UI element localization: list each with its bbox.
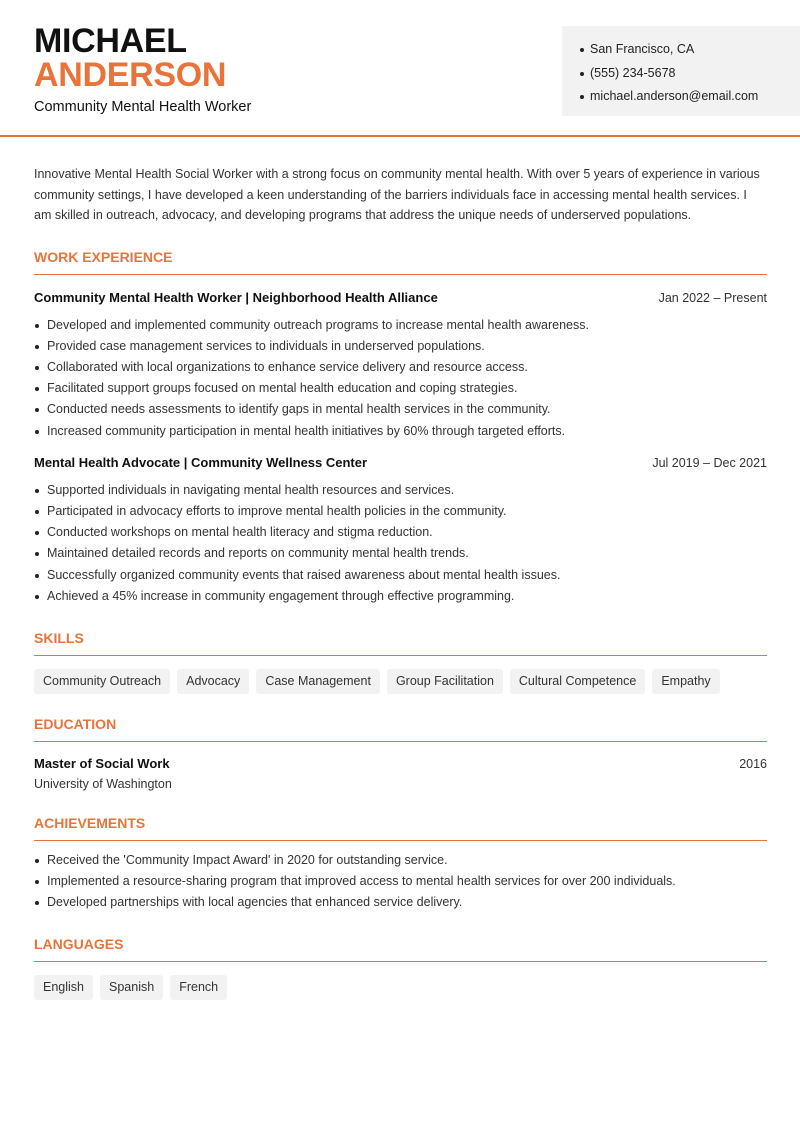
first-name: MICHAEL — [34, 22, 187, 60]
job-bullet: Conducted needs assessments to identify gaps in mental health services in the community. — [34, 399, 767, 420]
job-bullet: Achieved a 45% increase in community engagement through effective programming. — [34, 586, 767, 607]
job-dates: Jan 2022 – Present — [658, 290, 767, 305]
contact-location: San Francisco, CA — [590, 38, 800, 62]
job-bullet: Successfully organized community events that raised awareness about mental health issues. — [34, 565, 767, 586]
job-bullet: Provided case management services to individuals in underserved populations. — [34, 336, 767, 357]
job-bullet: Supported individuals in navigating mental health resources and services. — [34, 480, 767, 501]
language-tag: French — [170, 975, 227, 1000]
degree-name: Master of Social Work — [34, 755, 170, 771]
job-bullet: Participated in advocacy efforts to improve mental health policies in the community. — [34, 501, 767, 522]
job-bullet: Increased community participation in mental health initiatives by 60% through targeted efforts. — [34, 421, 767, 442]
section-title-achievements: ACHIEVEMENTS — [34, 815, 767, 841]
job-title-headline: Community Mental Health Worker — [34, 99, 252, 115]
languages-section — [34, 936, 767, 1000]
contact-email: michael.anderson@email.com — [590, 85, 800, 109]
graduation-year: 2016 — [739, 756, 767, 771]
section-title-education: EDUCATION — [34, 716, 767, 742]
section-title-languages: LANGUAGES — [34, 936, 767, 962]
achievement-item: Implemented a resource-sharing program that improved access to mental health services for over 200 individuals. — [34, 871, 767, 892]
job-bullet: Facilitated support groups focused on mental health education and coping strategies. — [34, 378, 767, 399]
contact-box — [562, 26, 800, 116]
job-title: Mental Health Advocate | Community Wellness Center — [34, 454, 368, 470]
skill-tag: Advocacy — [177, 669, 249, 694]
skill-tag: Group Facilitation — [387, 669, 503, 694]
school-name: University of Washington — [34, 776, 172, 791]
language-tag: Spanish — [100, 975, 163, 1000]
achievement-item: Developed partnerships with local agencies that enhanced service delivery. — [34, 892, 767, 913]
job-entry — [34, 290, 767, 442]
section-title-work-experience: WORK EXPERIENCE — [34, 249, 767, 275]
achievements-section — [34, 815, 767, 914]
job-dates: Jul 2019 – Dec 2021 — [652, 455, 767, 470]
skill-tag: Empathy — [652, 669, 719, 694]
resume-body — [34, 164, 767, 1000]
job-bullet: Maintained detailed records and reports on community mental health trends. — [34, 543, 767, 564]
job-title: Community Mental Health Worker | Neighborhood Health Alliance — [34, 289, 438, 305]
skill-tag: Case Management — [256, 669, 380, 694]
candidate-name — [34, 24, 226, 92]
language-tag: English — [34, 975, 93, 1000]
resume-header — [0, 0, 800, 137]
education-section — [34, 716, 767, 792]
job-bullet: Collaborated with local organizations to enhance service delivery and resource access. — [34, 357, 767, 378]
contact-phone: (555) 234-5678 — [590, 62, 800, 86]
job-bullet: Conducted workshops on mental health literacy and stigma reduction. — [34, 522, 767, 543]
work-experience-section — [34, 249, 767, 607]
skill-tag: Community Outreach — [34, 669, 170, 694]
last-name: ANDERSON — [34, 56, 227, 94]
achievement-item: Received the 'Community Impact Award' in 2020 for outstanding service. — [34, 850, 767, 871]
skills-section — [34, 630, 767, 694]
job-entry — [34, 455, 767, 607]
section-title-skills: SKILLS — [34, 630, 767, 656]
summary-paragraph: Innovative Mental Health Social Worker with a strong focus on community mental health. With over 5 years of experience in various community settings, I have developed a keen understanding of the barriers individuals face in accessing mental health services. I am skilled in outreach, advocacy, and developing programs that address the unique needs of underserved populations. — [34, 167, 760, 222]
skill-tag: Cultural Competence — [510, 669, 645, 694]
job-bullet: Developed and implemented community outreach programs to increase mental health awareness. — [34, 315, 767, 336]
